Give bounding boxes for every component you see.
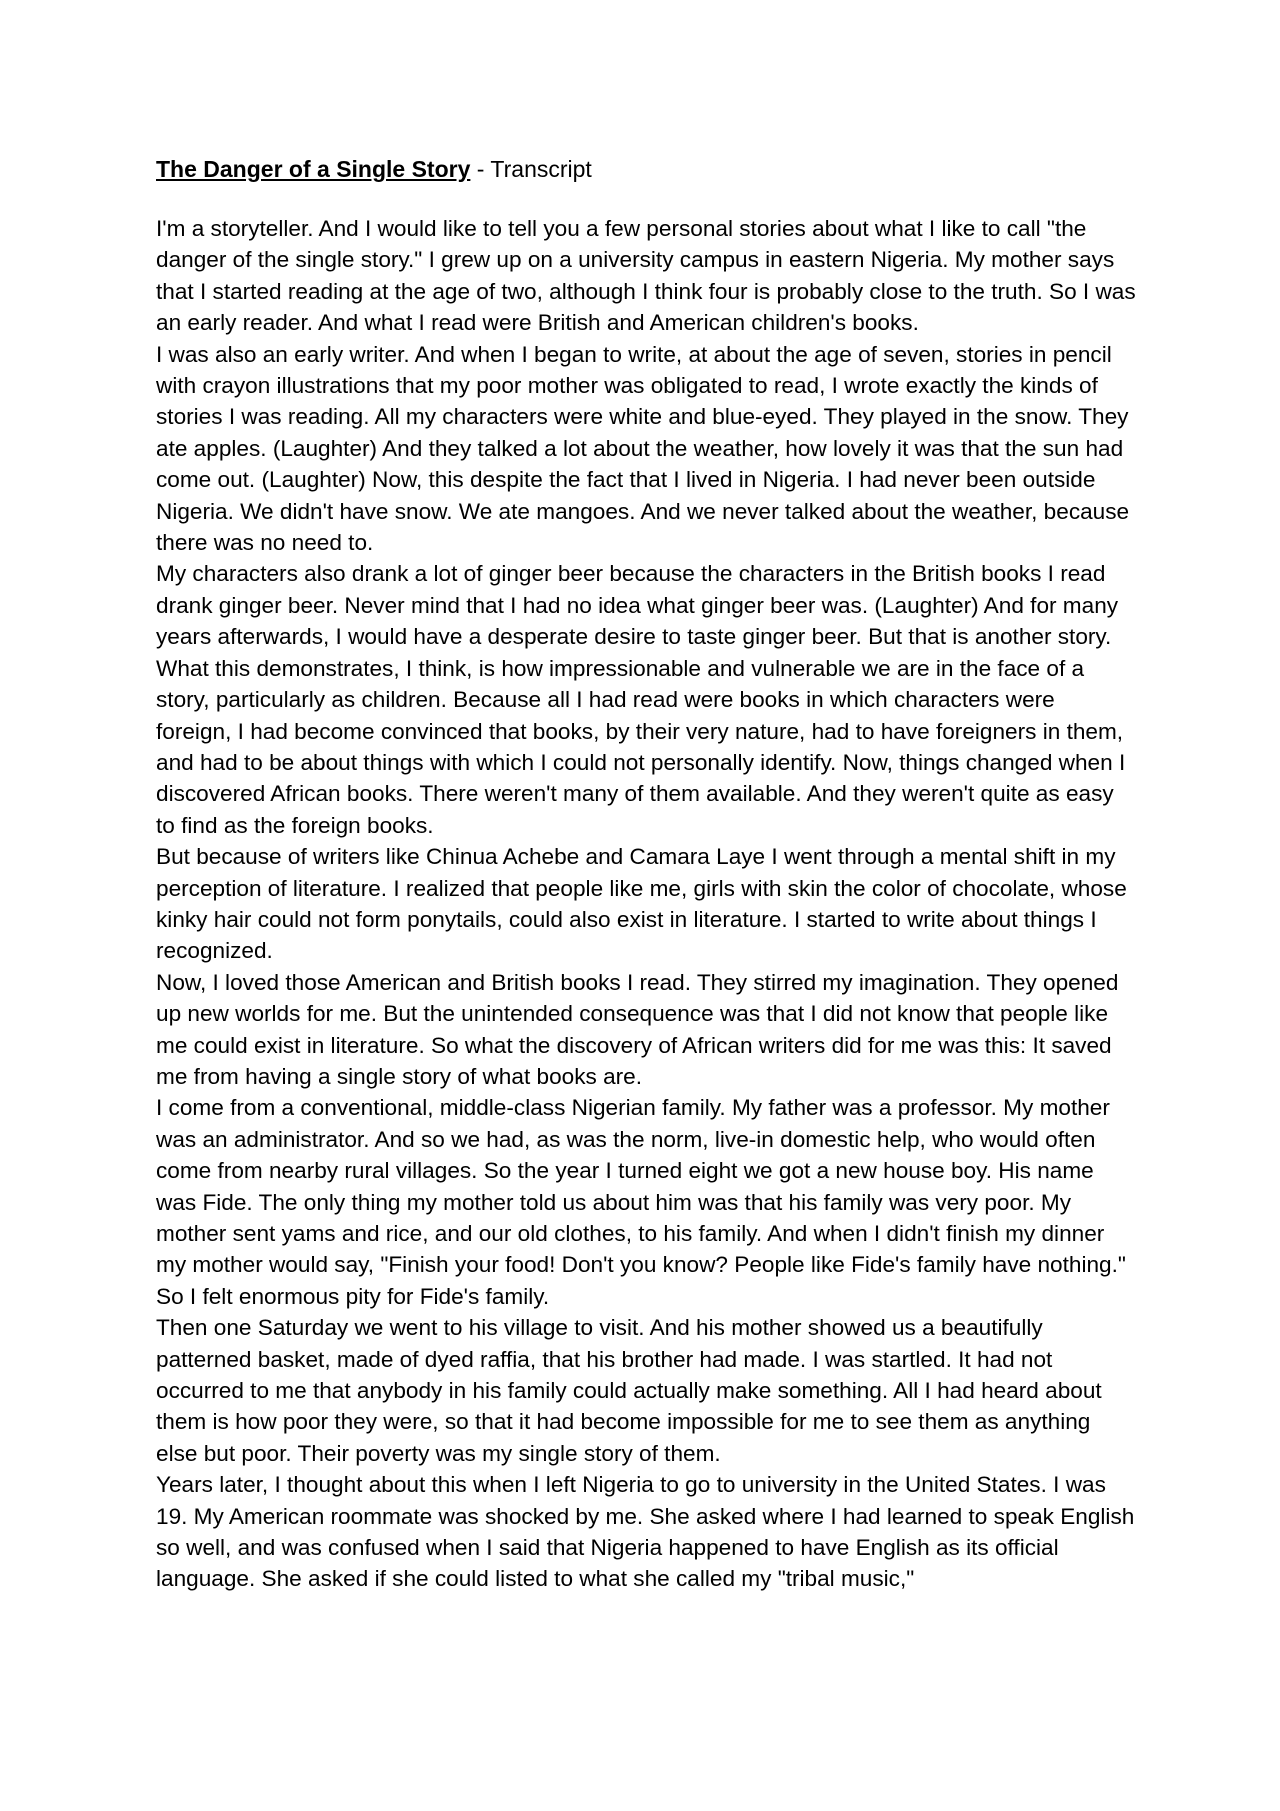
paragraph: But because of writers like Chinua Achebe and Camara Laye I went through a mental shift in my perception of literature. I realized that people like me, girls with skin the color of chocolate, whose kinky hair could not form ponytails, could also exist in literature. I started to write about things I recognized. [156,844,1127,964]
paragraph: Years later, I thought about this when I left Nigeria to go to university in the United States. I was 19. My American roommate was shocked by me. She asked where I had learned to speak English so well, and was confused when I said that Nigeria happened to have English as its official language. She asked if she could listed to what she called my "tribal music," [156,1472,1135,1592]
document-page [156,153,1136,1595]
document-body [156,213,1136,1595]
paragraph: My characters also drank a lot of ginger beer because the characters in the British books I read drank ginger beer. Never mind that I had no idea what ginger beer was. (Laughter) And for many years afterwards, I would have a desperate desire to taste ginger beer. But that is another story. [156,561,1119,650]
title-separator: - [470,156,491,182]
title-link[interactable]: The Danger of a Single Story [156,156,471,182]
paragraph: What this demonstrates, I think, is how impressionable and vulnerable we are in the face of a story, particularly as children. Because all I had read were books in which characters were foreign, I had become convinced that books, by their very nature, had to have foreigners in them, and had to be about things with which I could not personally identify. Now, things changed when I discovered African books. There weren't many of them available. And they weren't quite as easy to find as the foreign books. [156,655,1126,838]
paragraph: Then one Saturday we went to his village to visit. And his mother showed us a beautifully patterned basket, made of dyed raffia, that his brother had made. I was startled. It had not occurred to me that anybody in his family could actually make something. All I had heard about them is how poor they were, so that it had become impossible for me to see them as anything else but poor. Their poverty was my single story of them. [156,1315,1102,1466]
paragraph: I was also an early writer. And when I began to write, at about the age of seven, stories in pencil with crayon illustrations that my poor mother was obligated to read, I wrote exactly the kinds of stories I was reading. All my characters were white and blue-eyed. They played in the snow. They ate apples. (Laughter) And they talked a lot about the weather, how lovely it was that the sun had come out. (Laughter) Now, this despite the fact that I lived in Nigeria. I had never been outside Nigeria. We didn't have snow. We ate mangoes. And we never talked about the weather, because there was no need to. [156,341,1130,556]
paragraph: I'm a storyteller. And I would like to tell you a few personal stories about what I like to call "the danger of the single story." I grew up on a university campus in eastern Nigeria. My mother says that I started reading at the age of two, although I think four is probably close to the truth. So I was an early reader. And what I read were British and American children's books. [156,216,1136,336]
document-title [156,153,1136,186]
paragraph: I come from a conventional, middle-class Nigerian family. My father was a professor. My mother was an administrator. And so we had, as was the norm, live-in domestic help, who would often come from nearby rural villages. So the year I turned eight we got a new house boy. His name was Fide. The only thing my mother told us about him was that his family was very poor. My mother sent yams and rice, and our old clothes, to his family. And when I didn't finish my dinner my mother would say, "Finish your food! Don't you know? People like Fide's family have nothing." So I felt enormous pity for Fide's family. [156,1095,1126,1309]
title-suffix: Transcript [490,156,592,182]
paragraph: Now, I loved those American and British books I read. They stirred my imagination. They opened up new worlds for me. But the unintended consequence was that I did not know that people like me could exist in literature. So what the discovery of African writers did for me was this: It saved me from having a single story of what books are. [156,969,1119,1089]
